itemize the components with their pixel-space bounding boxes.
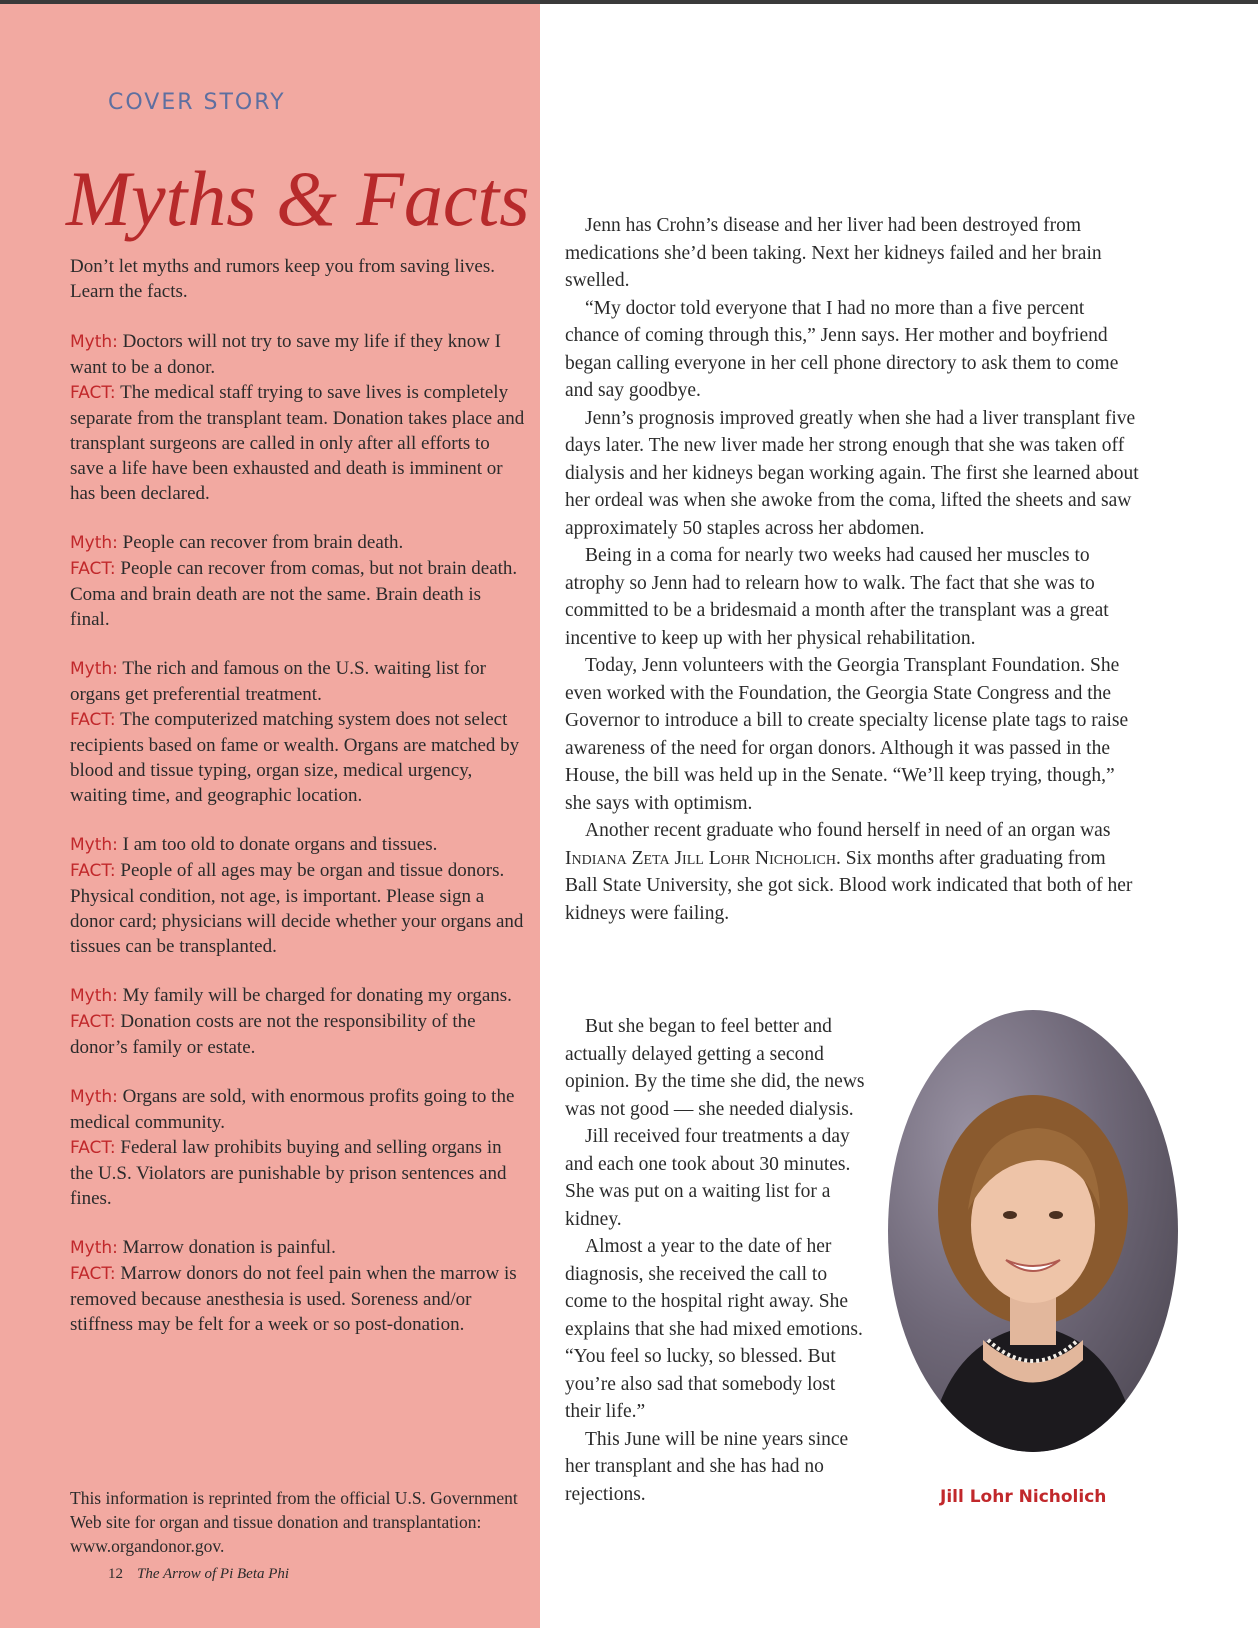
myth-label: Myth: bbox=[70, 986, 118, 1006]
myth-label: Myth: bbox=[70, 332, 118, 352]
myth-fact-item bbox=[70, 329, 525, 506]
myth-fact-list bbox=[70, 329, 525, 1361]
fact-label: FACT: bbox=[70, 1138, 116, 1158]
portrait-illustration bbox=[888, 1010, 1178, 1452]
publication-name: The Arrow of Pi Beta Phi bbox=[137, 1566, 290, 1582]
myth-text: Doctors will not try to save my life if they know I want to be a donor. bbox=[70, 331, 502, 378]
page-folio bbox=[108, 1566, 289, 1583]
myth-label: Myth: bbox=[70, 1087, 118, 1107]
article-paragraph: Jenn’s prognosis improved greatly when she had a liver transplant five days later. The new liver made her strong enough that she was taken off dialysis and her kidneys began working again. The first she learned about her ordeal was when she awoke from the coma, lifted the sheets and saw approximately 50 staples across her abdomen. bbox=[565, 407, 1139, 539]
fact-text: Federal law prohibits buying and selling organs in the U.S. Violators are punishable by prison sentences and fines. bbox=[70, 1137, 507, 1209]
member-name: Indiana Zeta Jill Lohr Nicholich bbox=[565, 847, 837, 869]
fact-label: FACT: bbox=[70, 559, 116, 579]
fact-text: Marrow donors do not feel pain when the marrow is removed because anesthesia is used. Soreness and/or stiffness may be felt for a week or so post-donation. bbox=[70, 1263, 517, 1335]
myth-label: Myth: bbox=[70, 659, 118, 679]
article-paragraph: This June will be nine years since her transplant and she has had no rejections. bbox=[565, 1428, 849, 1505]
fact-label: FACT: bbox=[70, 383, 116, 403]
myth-label: Myth: bbox=[70, 1238, 118, 1258]
article-text: . Six months after graduating from Ball State University, she got sick. Blood work indicated that both of her kidneys were failing. bbox=[565, 847, 1133, 924]
article-paragraph: Jill received four treatments a day and each one took about 30 minutes. She was put on a waiting list for a kidney. bbox=[565, 1126, 851, 1230]
fact-text: Donation costs are not the responsibility of the donor’s family or estate. bbox=[70, 1011, 476, 1058]
myth-label: Myth: bbox=[70, 835, 118, 855]
myth-text: My family will be charged for donating my organs. bbox=[122, 985, 512, 1006]
article-paragraph: “My doctor told everyone that I had no more than a five percent chance of coming through this,” Jenn says. Her mother and boyfriend began calling everyone in her cell phone directory to ask them to come and say goodbye. bbox=[565, 297, 1119, 401]
article-body-narrow bbox=[565, 1013, 865, 1508]
myth-fact-item bbox=[70, 1235, 525, 1337]
fact-label: FACT: bbox=[70, 861, 116, 881]
fact-label: FACT: bbox=[70, 1264, 116, 1284]
article-paragraph: Jenn has Crohn’s disease and her liver had been destroyed from medications she’d been taking. Next her kidneys failed and her brain swelled. bbox=[565, 215, 1102, 291]
fact-text: The computerized matching system does not select recipients based on fame or wealth. Organs are matched by blood and tissue typing, organ size, medical urgency, waiting time, and geographic location. bbox=[70, 709, 520, 806]
source-note: This information is reprinted from the official U.S. Government Web site for organ and tissue donation and transplantation: www.organdonor.gov. bbox=[70, 1488, 518, 1556]
fact-label: FACT: bbox=[70, 1012, 116, 1032]
article-paragraph: Today, Jenn volunteers with the Georgia Transplant Foundation. She even worked with the Foundation, the Georgia State Congress and the Governor to introduce a bill to create specialty license plate tags to raise awareness of the need for organ donors. Although it was passed in the House, the bill was held up in the Senate. “We’ll keep trying, though,” she says with optimism. bbox=[565, 655, 1129, 814]
fact-text: People can recover from comas, but not brain death. Coma and brain death are not the same. Brain death is final. bbox=[70, 558, 518, 630]
myth-fact-item bbox=[70, 983, 525, 1060]
intro-text: Don’t let myths and rumors keep you from saving lives. Learn the facts. bbox=[70, 256, 495, 302]
article-paragraph bbox=[565, 817, 1140, 927]
article-paragraph: Almost a year to the date of her diagnosis, she received the call to come to the hospital right away. She explains that she had mixed emotions. “You feel so lucky, so blessed. But you’re also sad that somebody lost their life.” bbox=[565, 1236, 863, 1422]
photo-caption: Jill Lohr Nicholich bbox=[940, 1487, 1107, 1507]
page-number: 12 bbox=[108, 1566, 123, 1582]
fact-label: FACT: bbox=[70, 710, 116, 730]
myth-text: I am too old to donate organs and tissues. bbox=[122, 834, 438, 855]
article-paragraph: Being in a coma for nearly two weeks had caused her muscles to atrophy so Jenn had to relearn how to walk. The fact that she was to committed to be a bridesmaid a month after the transplant was a great incentive to keep up with her physical rehabilitation. bbox=[565, 545, 1109, 649]
page-title: Myths & Facts bbox=[66, 155, 530, 242]
myth-fact-item bbox=[70, 832, 525, 959]
article-text: Another recent graduate who found herself in need of an organ was bbox=[585, 820, 1111, 841]
myth-fact-item bbox=[70, 1084, 525, 1211]
article-paragraph: But she began to feel better and actually delayed getting a second opinion. By the time she did, the news was not good — she needed dialysis. bbox=[565, 1016, 865, 1120]
fact-text: People of all ages may be organ and tissue donors. Physical condition, not age, is important. Please sign a donor card; physicians will decide whether your organs and tissues can be transplanted. bbox=[70, 860, 524, 957]
article-body bbox=[565, 212, 1140, 927]
myth-text: Organs are sold, with enormous profits going to the medical community. bbox=[70, 1086, 515, 1133]
myth-text: People can recover from brain death. bbox=[122, 532, 404, 553]
myth-text: The rich and famous on the U.S. waiting list for organs get preferential treatment. bbox=[70, 658, 486, 705]
myth-label: Myth: bbox=[70, 533, 118, 553]
myth-fact-item bbox=[70, 656, 525, 808]
myth-text: Marrow donation is painful. bbox=[122, 1237, 336, 1258]
fact-text: The medical staff trying to save lives is completely separate from the transplant team. Donation takes place and transplant surgeons are called in only after all efforts to save a life have been exhausted and death is imminent or has been declared. bbox=[70, 382, 525, 504]
section-kicker: COVER STORY bbox=[108, 90, 286, 115]
portrait-photo bbox=[888, 1010, 1178, 1452]
myth-fact-item bbox=[70, 530, 525, 632]
myths-facts-sidebar bbox=[0, 4, 540, 1628]
